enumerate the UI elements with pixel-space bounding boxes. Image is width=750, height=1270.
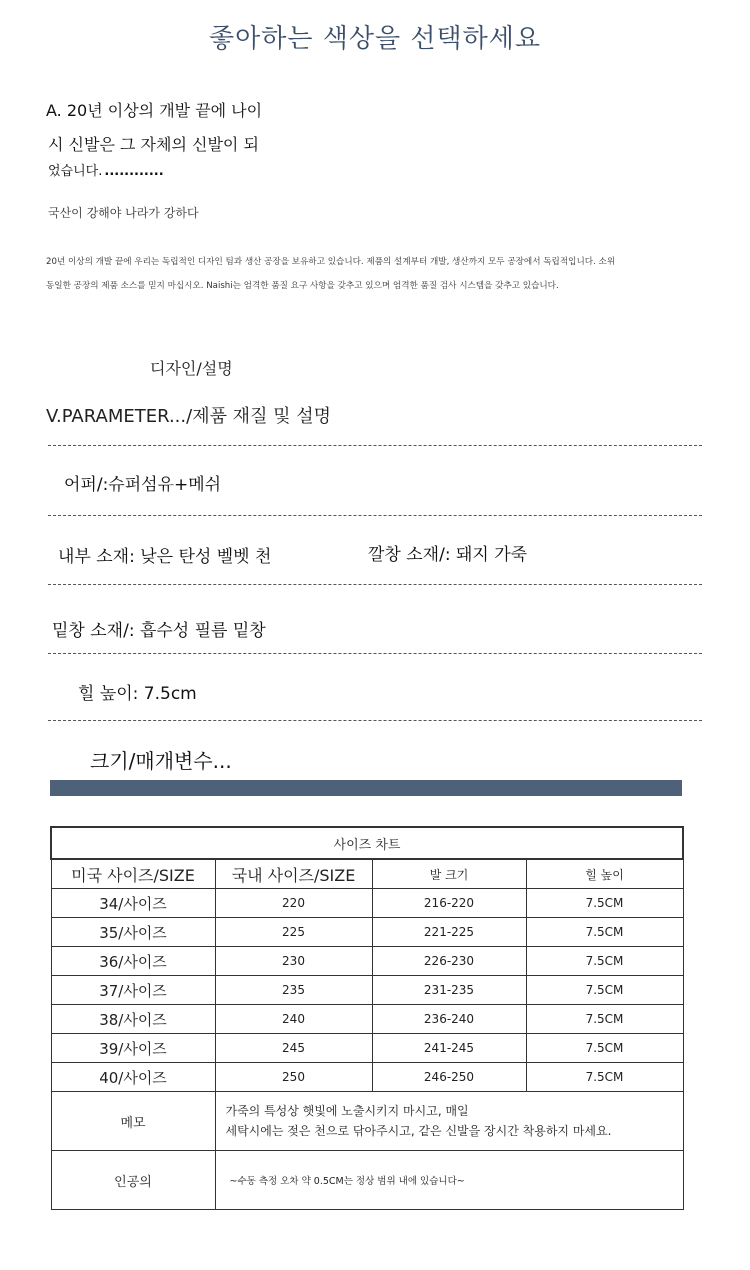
- cell-us-size: 36/사이즈: [51, 947, 215, 976]
- cell-foot-length: 216-220: [372, 889, 526, 918]
- intro-line-2: 시 신발은 그 자체의 신발이 되: [48, 135, 259, 154]
- table-row: [51, 947, 683, 976]
- cell-us-size: 34/사이즈: [51, 889, 215, 918]
- table-row: [51, 889, 683, 918]
- cell-kr-size: 235: [215, 976, 372, 1005]
- intro-line-3-text: 었습니다.: [48, 164, 103, 179]
- cell-us-size: 37/사이즈: [51, 976, 215, 1005]
- cell-kr-size: 250: [215, 1063, 372, 1092]
- divider: [48, 584, 702, 585]
- cell-us-size: 39/사이즈: [51, 1034, 215, 1063]
- section-bar: [50, 780, 682, 796]
- cell-heel-height: 7.5CM: [526, 1063, 683, 1092]
- divider: [48, 445, 702, 446]
- divider: [48, 720, 702, 721]
- motto-text: 국산이 강해야 나라가 강하다: [48, 206, 199, 220]
- manual-note: ~수동 측정 오차 약 0.5CM는 정상 범위 내에 있습니다~: [215, 1151, 683, 1210]
- cell-foot-length: 236-240: [372, 1005, 526, 1034]
- parameter-heading: V.PARAMETER.../제품 재질 및 설명: [46, 406, 332, 427]
- memo-row: [51, 1092, 683, 1151]
- cell-foot-length: 231-235: [372, 976, 526, 1005]
- table-row: [51, 1063, 683, 1092]
- size-chart-header-row: [51, 859, 683, 889]
- cell-heel-height: 7.5CM: [526, 889, 683, 918]
- spec-heel: 힐 높이: 7.5cm: [78, 684, 197, 704]
- cell-foot-length: 241-245: [372, 1034, 526, 1063]
- size-chart-title: 사이즈 차트: [51, 827, 683, 859]
- size-chart-table: [50, 826, 684, 1210]
- cell-kr-size: 245: [215, 1034, 372, 1063]
- header-kr-size: 국내 사이즈/SIZE: [215, 859, 372, 889]
- cell-kr-size: 220: [215, 889, 372, 918]
- spec-insole: 깔창 소재/: 돼지 가죽: [368, 545, 528, 565]
- memo-line-1: 가죽의 특성상 햇빛에 노출시키지 마시고, 매일: [225, 1104, 469, 1118]
- cell-foot-length: 246-250: [372, 1063, 526, 1092]
- manual-row: [51, 1151, 683, 1210]
- spec-inner: 내부 소재: 낮은 탄성 벨벳 천: [58, 547, 272, 567]
- cell-heel-height: 7.5CM: [526, 918, 683, 947]
- table-row: [51, 976, 683, 1005]
- spec-upper: 어퍼/:슈퍼섬유+메쉬: [64, 475, 222, 495]
- divider: [48, 653, 702, 654]
- size-chart-title-row: [51, 827, 683, 859]
- cell-heel-height: 7.5CM: [526, 976, 683, 1005]
- cell-us-size: 38/사이즈: [51, 1005, 215, 1034]
- cell-heel-height: 7.5CM: [526, 947, 683, 976]
- intro-line-1: A. 20년 이상의 개발 끝에 나이: [46, 101, 263, 120]
- spec-outsole: 밑창 소재/: 흡수성 필름 밑창: [52, 621, 266, 641]
- cell-heel-height: 7.5CM: [526, 1005, 683, 1034]
- table-row: [51, 1034, 683, 1063]
- memo-label: 메모: [51, 1092, 215, 1151]
- description-line-2: 동일한 공장의 제품 소스를 믿지 마십시오. Naishi는 엄격한 품질 요구 사항을 갖추고 있으며 엄격한 품질 검사 시스템을 갖추고 있습니다.: [46, 281, 559, 291]
- header-us-size: 미국 사이즈/SIZE: [51, 859, 215, 889]
- intro-dots: ............: [104, 164, 164, 179]
- memo-content: [215, 1092, 683, 1151]
- cell-kr-size: 230: [215, 947, 372, 976]
- manual-label: 인공의: [51, 1151, 215, 1210]
- cell-heel-height: 7.5CM: [526, 1034, 683, 1063]
- cell-foot-length: 221-225: [372, 918, 526, 947]
- cell-us-size: 40/사이즈: [51, 1063, 215, 1092]
- header-foot-length: 발 크기: [372, 859, 526, 889]
- header-heel-height: 힐 높이: [526, 859, 683, 889]
- design-label: 디자인/설명: [150, 359, 233, 378]
- cell-kr-size: 225: [215, 918, 372, 947]
- description-line-1: 20년 이상의 개발 끝에 우리는 독립적인 디자인 팀과 생산 공장을 보유하고 있습니다. 제품의 설계부터 개발, 생산까지 모두 공장에서 독립적입니다. 소위: [46, 257, 616, 267]
- table-row: [51, 1005, 683, 1034]
- table-row: [51, 918, 683, 947]
- cell-kr-size: 240: [215, 1005, 372, 1034]
- page-title: 좋아하는 색상을 선택하세요: [209, 24, 541, 54]
- cell-us-size: 35/사이즈: [51, 918, 215, 947]
- size-heading: 크기/매개변수...: [90, 749, 232, 773]
- cell-foot-length: 226-230: [372, 947, 526, 976]
- intro-line-3: [48, 160, 164, 179]
- memo-line-2: 세탁시에는 젖은 천으로 닦아주시고, 같은 신발을 장시간 착용하지 마세요.: [225, 1124, 612, 1138]
- divider: [48, 515, 702, 516]
